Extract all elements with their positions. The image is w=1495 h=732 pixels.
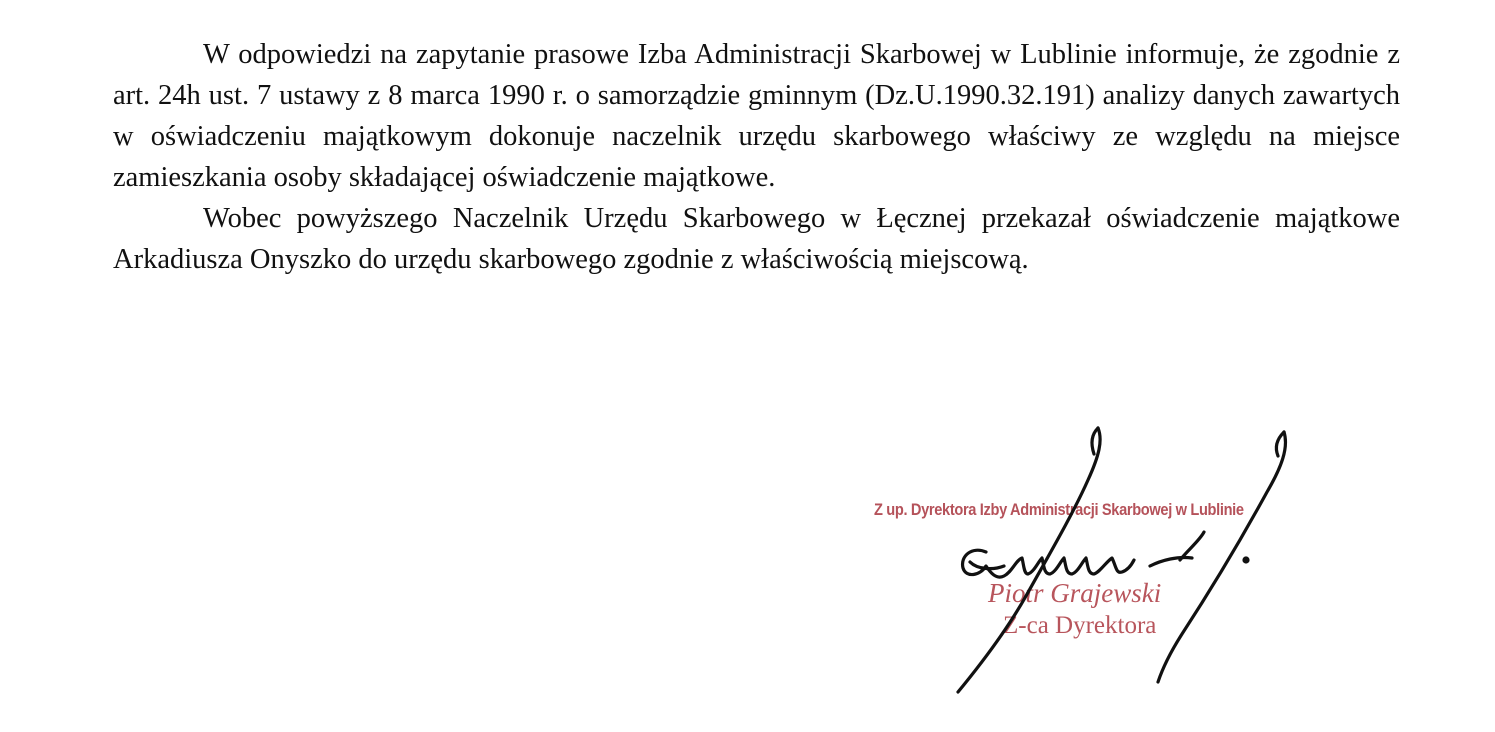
- stamp-authority-line: Z up. Dyrektora Izby Administracji Skarbowej w Lublinie: [874, 500, 1244, 519]
- stamp-signatory-name: Piotr Grajewski: [988, 578, 1162, 608]
- letter-body: [113, 34, 1400, 280]
- handwritten-signature: [900, 420, 1300, 710]
- stamp-signatory-role: Z-ca Dyrektora: [1003, 612, 1157, 639]
- letter-paragraph-2: Wobec powyższego Naczelnik Urzędu Skarbowego w Łęcznej przekazał oświadczenie majątkowe Arkadiusza Onyszko do urzędu skarbowego zgodnie z właściwością miejscową.: [113, 203, 1400, 275]
- letter-paragraph-1: W odpowiedzi na zapytanie prasowe Izba Administracji Skarbowej w Lublinie informuje, że zgodnie z art. 24h ust. 7 ustawy z 8 marca 1990 r. o samorządzie gminnym (Dz.U.1990.32.191) analizy danych zawartych w oświadczeniu majątkowym dokonuje naczelnik urzędu skarbowego właściwy ze względu na miejsce zamieszkania osoby składającej oświadczenie majątkowe.: [113, 39, 1400, 193]
